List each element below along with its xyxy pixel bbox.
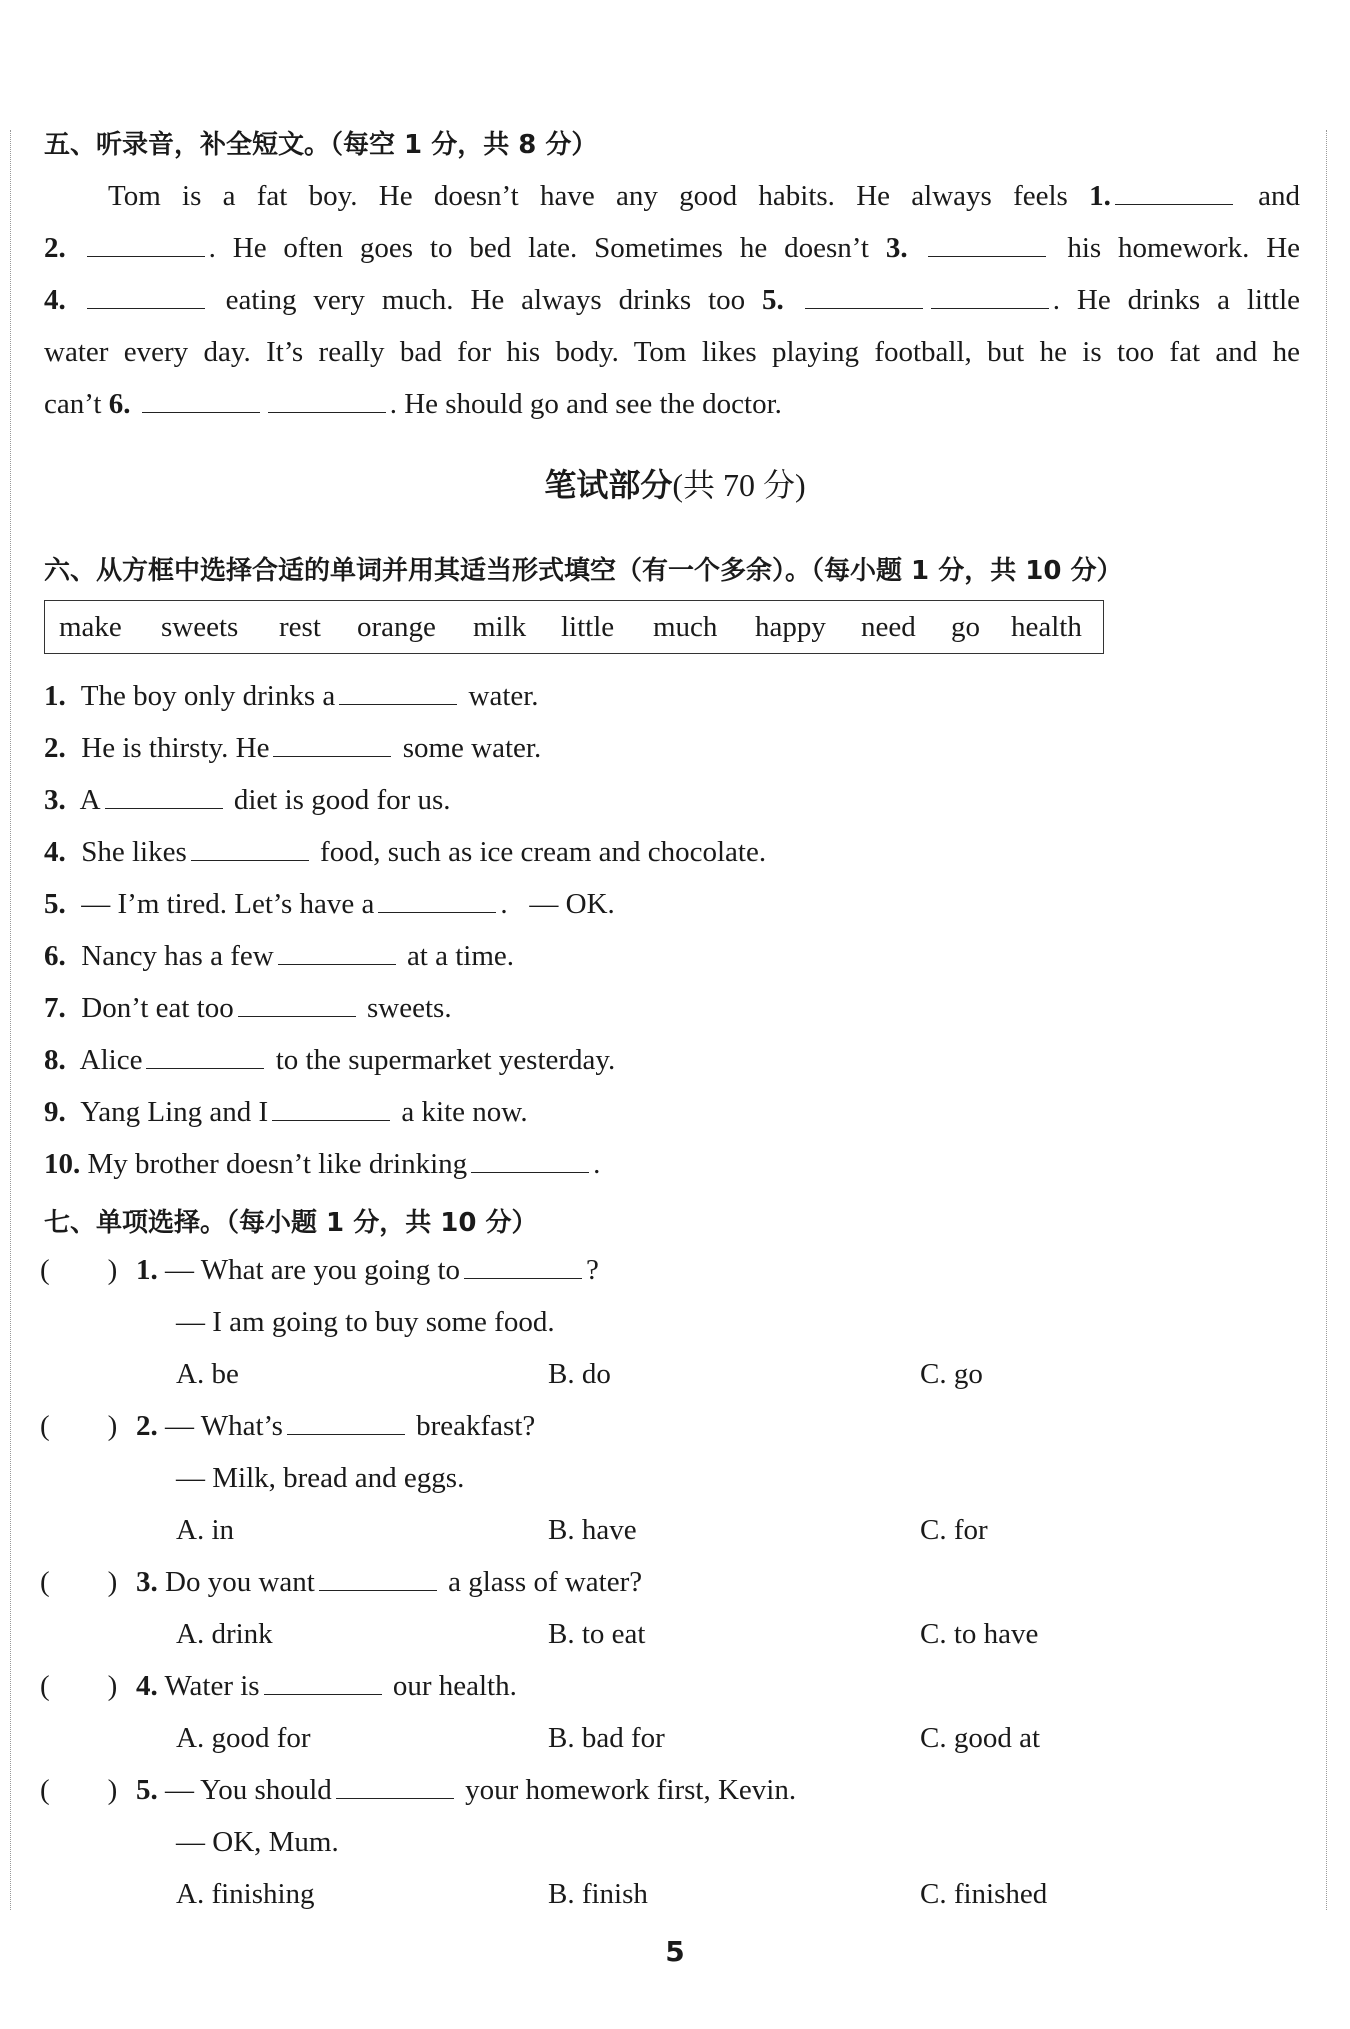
word-bank-word: milk [473, 611, 527, 643]
word-bank-word: happy [755, 611, 826, 643]
blank-6b[interactable] [268, 390, 386, 413]
answer-paren[interactable]: ( ) [40, 1410, 118, 1442]
passage-line-3: 4. eating very much. He always drinks too 5. . He drinks a little [44, 284, 1301, 316]
mc-question-4: 4. Water is our health. [136, 1670, 517, 1702]
answer-paren[interactable]: ( ) [40, 1254, 118, 1286]
fill-blank[interactable] [191, 838, 309, 861]
fill-question-7: 7. Don’t eat too sweets. [44, 992, 452, 1024]
blank-4[interactable] [87, 286, 205, 309]
word-bank-word: sweets [161, 611, 239, 643]
blank-5a[interactable] [805, 286, 923, 309]
fill-blank[interactable] [146, 1046, 264, 1069]
passage-line-4: water every day. It’s really bad for his body. Tom likes playing football, but he is too fat and he [44, 336, 1300, 368]
section7-heading: 七、单项选择。（每小题 1 分，共 10 分） [44, 1208, 538, 1238]
blank-2[interactable] [87, 234, 205, 257]
answer-paren[interactable]: ( ) [40, 1566, 118, 1598]
left-margin-line [10, 130, 11, 1910]
option-c[interactable]: C. go [920, 1358, 983, 1390]
fill-question-9: 9. Yang Ling and I a kite now. [44, 1096, 528, 1128]
word-bank-word: go [951, 611, 980, 643]
fill-blank[interactable] [273, 734, 391, 757]
mc-blank [287, 1412, 405, 1435]
mc-reply-5: — OK, Mum. [176, 1826, 339, 1858]
fill-blank[interactable] [105, 786, 223, 809]
mc-blank [264, 1672, 382, 1695]
blank-5b[interactable] [931, 286, 1049, 309]
passage-line-1: Tom is a fat boy. He doesn’t have any good habits. He always feels 1. and [108, 180, 1300, 212]
mc-blank [336, 1776, 454, 1799]
word-bank-word: little [561, 611, 615, 643]
fill-blank[interactable] [339, 682, 457, 705]
option-a[interactable]: A. in [176, 1514, 234, 1546]
option-c[interactable]: C. to have [920, 1618, 1039, 1650]
mc-reply-2: — Milk, bread and eggs. [176, 1462, 465, 1494]
mc-question-5: 5. — You should your homework first, Kevin. [136, 1774, 797, 1806]
right-margin-line [1326, 130, 1327, 1910]
option-b[interactable]: B. finish [548, 1878, 648, 1910]
passage-line-5: can’t 6. . He should go and see the doctor. [44, 388, 782, 420]
word-bank-word: health [1011, 611, 1082, 643]
fill-question-10: 10. My brother doesn’t like drinking . [44, 1148, 601, 1180]
section6-heading: 六、从方框中选择合适的单词并用其适当形式填空（有一个多余）。（每小题 1 分，共 10 分） [44, 556, 1123, 586]
fill-question-1: 1. The boy only drinks a water. [44, 680, 539, 712]
option-b[interactable]: B. have [548, 1514, 637, 1546]
fill-blank[interactable] [272, 1098, 390, 1121]
fill-question-6: 6. Nancy has a few at a time. [44, 940, 515, 972]
option-a[interactable]: A. drink [176, 1618, 273, 1650]
written-part-title: 笔试部分(共 70 分) [544, 466, 806, 504]
mc-blank [464, 1256, 582, 1279]
blank-6a[interactable] [142, 390, 260, 413]
answer-paren[interactable]: ( ) [40, 1774, 118, 1806]
option-c[interactable]: C. for [920, 1514, 988, 1546]
word-bank-word: much [653, 611, 718, 643]
mc-question-2: 2. — What’s breakfast? [136, 1410, 536, 1442]
fill-blank[interactable] [378, 890, 496, 913]
page-number: 5 [665, 1935, 685, 1968]
blank-1[interactable] [1115, 182, 1233, 205]
word-bank-word: orange [357, 611, 436, 643]
fill-blank[interactable] [238, 994, 356, 1017]
option-c[interactable]: C. finished [920, 1878, 1048, 1910]
option-b[interactable]: B. bad for [548, 1722, 665, 1754]
fill-question-4: 4. She likes food, such as ice cream and chocolate. [44, 836, 767, 868]
option-a[interactable]: A. good for [176, 1722, 311, 1754]
word-bank-box [44, 600, 1104, 654]
option-c[interactable]: C. good at [920, 1722, 1041, 1754]
mc-blank [319, 1568, 437, 1591]
fill-blank[interactable] [471, 1150, 589, 1173]
blank-3[interactable] [928, 234, 1046, 257]
mc-question-3: 3. Do you want a glass of water? [136, 1566, 643, 1598]
passage-line-2: 2. . He often goes to bed late. Sometimes he doesn’t 3. his homework. He [44, 232, 1301, 264]
word-bank-word: make [59, 611, 122, 643]
mc-question-1: 1. — What are you going to ? [136, 1254, 599, 1286]
section5-heading: 五、听录音，补全短文。（每空 1 分，共 8 分） [44, 130, 598, 160]
fill-question-8: 8. Alice to the supermarket yesterday. [44, 1044, 616, 1076]
option-b[interactable]: B. do [548, 1358, 611, 1390]
word-bank-word: rest [279, 611, 321, 643]
fill-question-5: 5. — I’m tired. Let’s have a . — OK. [44, 888, 615, 920]
fill-blank[interactable] [278, 942, 396, 965]
fill-question-2: 2. He is thirsty. He some water. [44, 732, 542, 764]
word-bank-word: need [861, 611, 916, 643]
option-a[interactable]: A. finishing [176, 1878, 315, 1910]
answer-paren[interactable]: ( ) [40, 1670, 118, 1702]
option-a[interactable]: A. be [176, 1358, 239, 1390]
option-b[interactable]: B. to eat [548, 1618, 646, 1650]
fill-question-3: 3. A diet is good for us. [44, 784, 451, 816]
mc-reply-1: — I am going to buy some food. [176, 1306, 555, 1338]
